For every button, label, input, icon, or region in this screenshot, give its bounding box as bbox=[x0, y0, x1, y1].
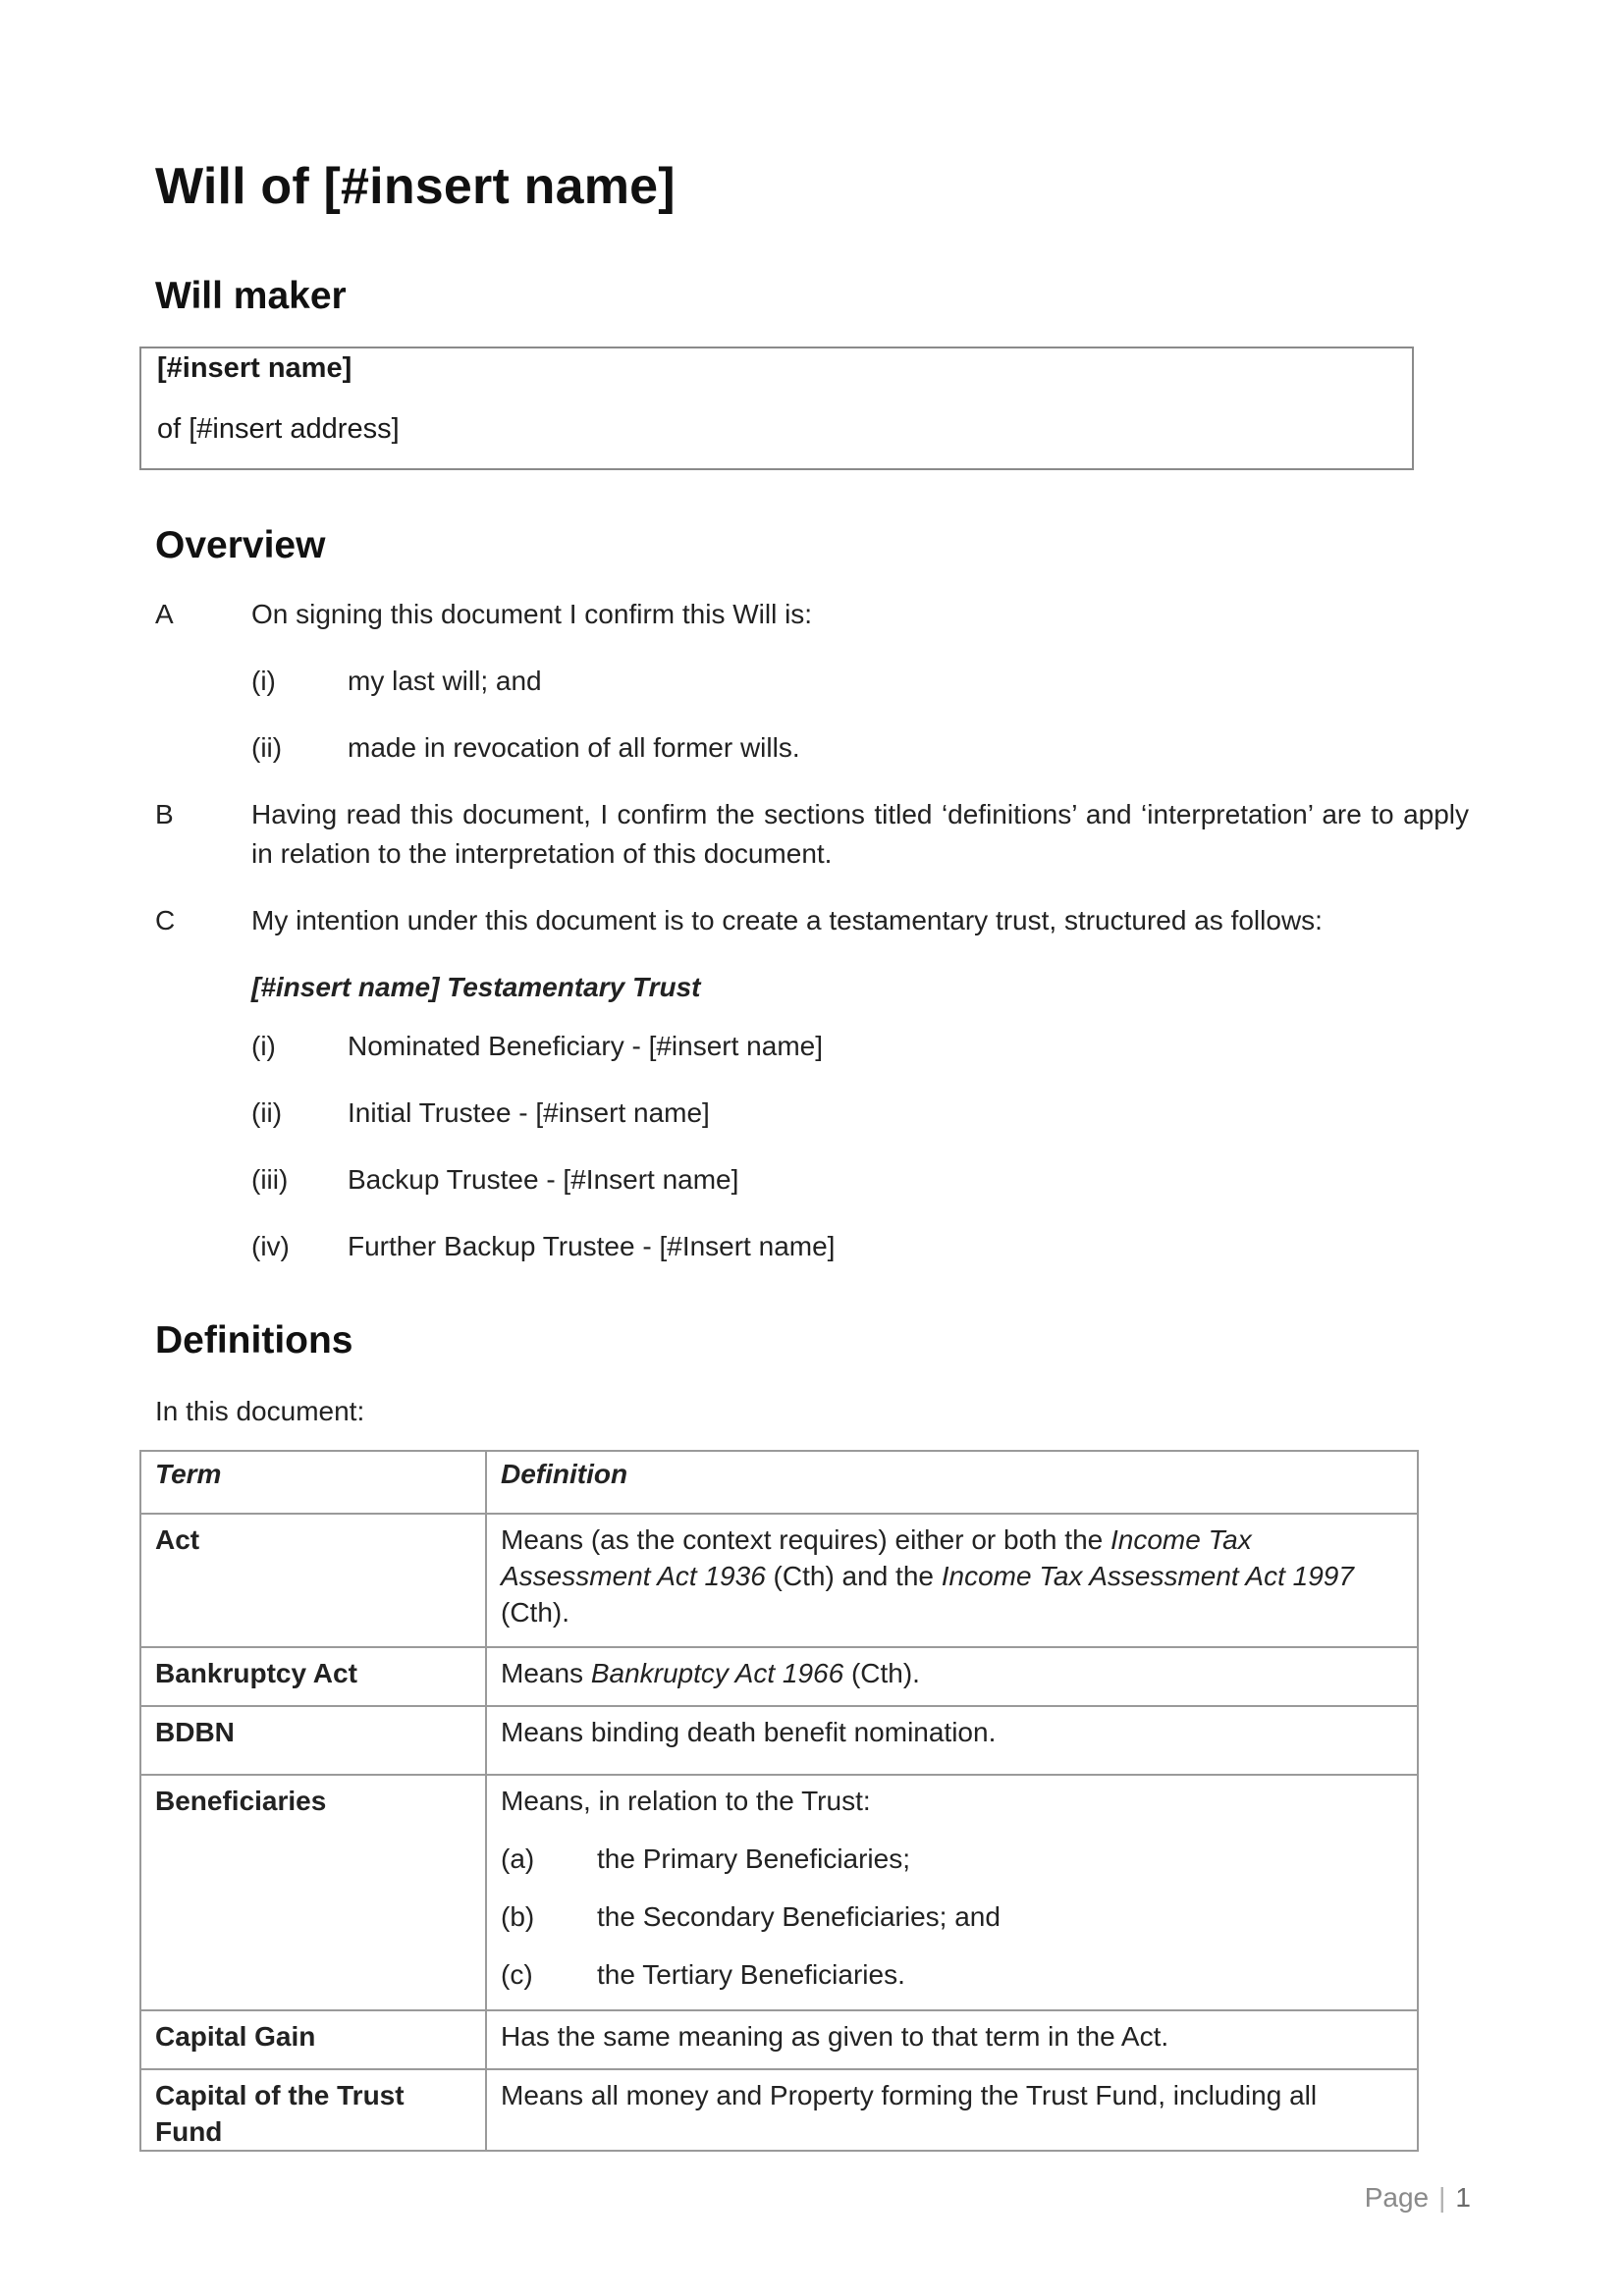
definition-text: Means, in relation to the Trust: bbox=[501, 1786, 871, 1816]
definition-cell bbox=[486, 1514, 1418, 1647]
will-maker-box bbox=[139, 347, 1414, 470]
definition-cell bbox=[486, 1647, 1418, 1706]
definition-italic-text: Bankruptcy Act 1966 bbox=[590, 1658, 844, 1688]
overview-a-sub-text-i: my last will; and bbox=[348, 666, 542, 696]
definition-italic-text: Income Tax Assessment Act 1936 bbox=[501, 1524, 1252, 1591]
definition-cell: Means all money and Property forming the Trust Fund, including all bbox=[486, 2069, 1418, 2151]
overview-text-c: My intention under this document is to create a testamentary trust, structured as follows: bbox=[251, 905, 1323, 935]
definitions-heading: Definitions bbox=[155, 1319, 353, 1362]
overview-label-b: B bbox=[155, 799, 174, 829]
sub-item-text: the Tertiary Beneficiaries. bbox=[597, 1959, 905, 1990]
definition-text: (Cth) and the bbox=[765, 1561, 942, 1591]
document-title: Will of [#insert name] bbox=[155, 158, 676, 215]
definition-text: Means bbox=[501, 1658, 591, 1688]
definition-italic-text: Income Tax Assessment Act 1997 bbox=[941, 1561, 1354, 1591]
trust-sub-label-i: (i) bbox=[251, 1031, 276, 1061]
page-number: 1 bbox=[1455, 2182, 1471, 2213]
definition-cell: Means binding death benefit nomination. bbox=[486, 1706, 1418, 1775]
trust-sub-text-iv: Further Backup Trustee - [#Insert name] bbox=[348, 1231, 836, 1261]
definition-text: Means (as the context requires) either or both the bbox=[501, 1524, 1110, 1555]
term-cell: Capital of the Trust Fund bbox=[140, 2069, 486, 2151]
sub-item-text: the Secondary Beneficiaries; and bbox=[597, 1901, 1001, 1932]
term-cell: Beneficiaries bbox=[140, 1775, 486, 2010]
sub-item-label: (b) bbox=[501, 1901, 535, 1932]
overview-heading: Overview bbox=[155, 524, 326, 566]
table-header-row bbox=[140, 1451, 1418, 1514]
sub-item-label: (c) bbox=[501, 1959, 533, 1990]
overview-text-b: Having read this document, I confirm the sections titled ‘definitions’ and ‘interpretation’ are to apply in relation to the interpretation of this document. bbox=[251, 799, 1469, 869]
will-maker-heading: Will maker bbox=[155, 275, 347, 317]
definitions-intro: In this document: bbox=[155, 1396, 365, 1426]
will-maker-name: [#insert name] bbox=[157, 352, 352, 384]
definition-cell bbox=[486, 1775, 1418, 2010]
definition-sub-item bbox=[501, 1898, 1403, 1935]
table-row bbox=[140, 1514, 1418, 1647]
page-separator: | bbox=[1438, 2182, 1446, 2213]
term-cell: Act bbox=[140, 1514, 486, 1647]
trust-sub-label-iii: (iii) bbox=[251, 1164, 289, 1195]
table-row bbox=[140, 1775, 1418, 2010]
column-header-term: Term bbox=[140, 1451, 486, 1514]
table-row bbox=[140, 2069, 1418, 2151]
sub-item-text: the Primary Beneficiaries; bbox=[597, 1843, 911, 1874]
trust-sub-text-i: Nominated Beneficiary - [#insert name] bbox=[348, 1031, 823, 1061]
overview-text-a: On signing this document I confirm this Will is: bbox=[251, 599, 813, 629]
overview-label-a: A bbox=[155, 599, 174, 629]
definition-text: (Cth). bbox=[843, 1658, 920, 1688]
trust-sub-label-iv: (iv) bbox=[251, 1231, 290, 1261]
term-cell: Bankruptcy Act bbox=[140, 1647, 486, 1706]
trust-sub-text-iii: Backup Trustee - [#Insert name] bbox=[348, 1164, 739, 1195]
page-label: Page bbox=[1364, 2182, 1430, 2213]
overview-label-c: C bbox=[155, 905, 176, 935]
trust-sub-text-ii: Initial Trustee - [#insert name] bbox=[348, 1097, 710, 1128]
will-maker-address: of [#insert address] bbox=[157, 413, 400, 445]
table-row bbox=[140, 1706, 1418, 1775]
overview-a-sub-label-ii: (ii) bbox=[251, 732, 283, 763]
definition-cell: Has the same meaning as given to that term in the Act. bbox=[486, 2010, 1418, 2069]
table-row bbox=[140, 2010, 1418, 2069]
overview-a-sub-label-i: (i) bbox=[251, 666, 276, 696]
overview-a-sub-text-ii: made in revocation of all former wills. bbox=[348, 732, 800, 763]
column-header-definition: Definition bbox=[486, 1451, 1418, 1514]
trust-title: [#insert name] Testamentary Trust bbox=[251, 972, 701, 1002]
definitions-table bbox=[139, 1450, 1419, 2152]
term-cell: BDBN bbox=[140, 1706, 486, 1775]
definition-text: (Cth). bbox=[501, 1597, 569, 1628]
definition-sub-item bbox=[501, 1841, 1403, 1877]
sub-item-label: (a) bbox=[501, 1843, 535, 1874]
trust-sub-label-ii: (ii) bbox=[251, 1097, 283, 1128]
definition-sub-item bbox=[501, 1956, 1403, 1993]
term-cell: Capital Gain bbox=[140, 2010, 486, 2069]
table-row bbox=[140, 1647, 1418, 1706]
page-footer bbox=[1365, 2182, 1471, 2214]
